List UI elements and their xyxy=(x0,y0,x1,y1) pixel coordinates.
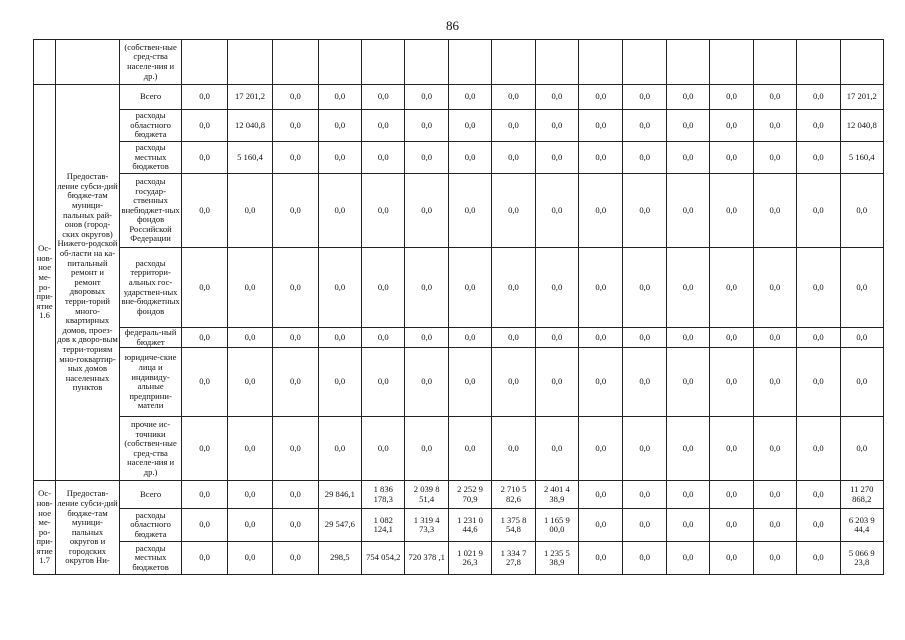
value-cell: 0,0 xyxy=(492,248,535,328)
value-cell: 0,0 xyxy=(362,328,405,348)
value-cell: 0,0 xyxy=(362,85,405,110)
value-cell: 0,0 xyxy=(579,417,623,481)
value-cell: 0,0 xyxy=(840,174,883,248)
source-cell: расходы местных бюджетов xyxy=(119,142,182,174)
table-row xyxy=(34,248,884,328)
value-cell: 0,0 xyxy=(182,248,227,328)
value-cell xyxy=(623,40,666,85)
value-cell: 0,0 xyxy=(227,348,272,417)
value-cell: 0,0 xyxy=(840,348,883,417)
value-cell: 0,0 xyxy=(623,348,666,417)
value-cell: 0,0 xyxy=(535,348,578,417)
value-cell: 0,0 xyxy=(535,174,578,248)
value-cell: 0,0 xyxy=(579,248,623,328)
table-row xyxy=(34,481,884,509)
value-cell: 12 040,8 xyxy=(840,110,883,142)
value-cell: 0,0 xyxy=(227,248,272,328)
value-cell: 0,0 xyxy=(492,142,535,174)
value-cell xyxy=(797,40,840,85)
value-cell: 0,0 xyxy=(273,481,318,509)
value-cell: 0,0 xyxy=(273,542,318,575)
value-cell: 0,0 xyxy=(318,85,361,110)
value-cell: 0,0 xyxy=(182,174,227,248)
value-cell: 0,0 xyxy=(492,85,535,110)
value-cell: 0,0 xyxy=(579,509,623,542)
value-cell: 0,0 xyxy=(405,328,448,348)
value-cell: 0,0 xyxy=(753,85,796,110)
value-cell: 0,0 xyxy=(362,348,405,417)
value-cell: 0,0 xyxy=(318,142,361,174)
value-cell: 0,0 xyxy=(579,174,623,248)
value-cell: 0,0 xyxy=(579,142,623,174)
value-cell: 0,0 xyxy=(448,417,491,481)
description-cell: Предостав-ление субси-дий бюдже-там муници-пальных рай-онов (город-ских округов) Нижего-родской об-ласти на ка-питальный ремонт и ремонт дворовых терри-торий много-квартирных домов, проез-дов к дворо-вым терри-ториям мно-гоквартир-ных домов населенных пунктов xyxy=(56,85,120,481)
value-cell: 0,0 xyxy=(182,481,227,509)
value-cell: 298,5 xyxy=(318,542,361,575)
value-cell xyxy=(579,40,623,85)
value-cell: 0,0 xyxy=(448,142,491,174)
source-cell: расходы государ-ственных внебюджет-ных фондов Российской Федерации xyxy=(119,174,182,248)
value-cell: 0,0 xyxy=(797,509,840,542)
table-row xyxy=(34,142,884,174)
table-row xyxy=(34,40,884,85)
source-cell: расходы областного бюджета xyxy=(119,110,182,142)
value-cell: 0,0 xyxy=(753,142,796,174)
activity-cell xyxy=(34,40,56,85)
value-cell: 12 040,8 xyxy=(227,110,272,142)
value-cell: 0,0 xyxy=(797,142,840,174)
value-cell: 0,0 xyxy=(623,481,666,509)
activity-cell: Ос-нов-ное ме-ро-при-ятие 1.7 xyxy=(34,481,56,575)
value-cell: 17 201,2 xyxy=(840,85,883,110)
table-row xyxy=(34,417,884,481)
value-cell xyxy=(492,40,535,85)
value-cell: 0,0 xyxy=(710,348,753,417)
value-cell: 0,0 xyxy=(227,174,272,248)
value-cell: 0,0 xyxy=(666,542,709,575)
value-cell: 0,0 xyxy=(362,110,405,142)
value-cell: 1 334 7 27,8 xyxy=(492,542,535,575)
value-cell: 0,0 xyxy=(797,174,840,248)
description-cell: Предостав-ление субси-дий бюдже-там муници-пальных округов и городских округов Ни- xyxy=(56,481,120,575)
value-cell: 0,0 xyxy=(318,110,361,142)
value-cell: 0,0 xyxy=(492,417,535,481)
value-cell: 754 054,2 xyxy=(362,542,405,575)
value-cell: 6 203 9 44,4 xyxy=(840,509,883,542)
value-cell: 0,0 xyxy=(623,110,666,142)
value-cell: 0,0 xyxy=(753,248,796,328)
value-cell: 0,0 xyxy=(227,417,272,481)
value-cell: 0,0 xyxy=(535,417,578,481)
value-cell: 0,0 xyxy=(492,174,535,248)
value-cell: 0,0 xyxy=(797,481,840,509)
value-cell: 0,0 xyxy=(405,110,448,142)
value-cell: 0,0 xyxy=(623,174,666,248)
value-cell: 2 710 5 82,6 xyxy=(492,481,535,509)
value-cell: 0,0 xyxy=(182,85,227,110)
value-cell: 0,0 xyxy=(405,417,448,481)
value-cell: 0,0 xyxy=(273,509,318,542)
source-cell: расходы территори-альных гос-ударствен-ных вне-бюджетных фондов xyxy=(119,248,182,328)
value-cell: 0,0 xyxy=(579,542,623,575)
value-cell: 0,0 xyxy=(666,328,709,348)
value-cell: 0,0 xyxy=(535,142,578,174)
value-cell: 0,0 xyxy=(182,509,227,542)
table-row xyxy=(34,174,884,248)
value-cell: 1 165 9 00,0 xyxy=(535,509,578,542)
value-cell: 0,0 xyxy=(273,417,318,481)
value-cell xyxy=(448,40,491,85)
value-cell: 0,0 xyxy=(448,110,491,142)
page-number: 86 xyxy=(446,18,459,33)
value-cell: 0,0 xyxy=(182,542,227,575)
table-row xyxy=(34,348,884,417)
value-cell: 0,0 xyxy=(840,417,883,481)
value-cell: 0,0 xyxy=(492,348,535,417)
value-cell xyxy=(227,40,272,85)
value-cell: 0,0 xyxy=(579,481,623,509)
value-cell xyxy=(405,40,448,85)
value-cell: 0,0 xyxy=(797,248,840,328)
value-cell: 0,0 xyxy=(797,348,840,417)
value-cell: 0,0 xyxy=(535,85,578,110)
value-cell: 1 836 178,3 xyxy=(362,481,405,509)
value-cell: 0,0 xyxy=(362,248,405,328)
table-row xyxy=(34,85,884,110)
value-cell: 2 039 8 51,4 xyxy=(405,481,448,509)
value-cell xyxy=(362,40,405,85)
value-cell: 0,0 xyxy=(623,85,666,110)
value-cell: 0,0 xyxy=(448,348,491,417)
value-cell: 0,0 xyxy=(182,110,227,142)
value-cell: 0,0 xyxy=(710,417,753,481)
value-cell: 0,0 xyxy=(405,85,448,110)
value-cell: 0,0 xyxy=(797,110,840,142)
value-cell: 0,0 xyxy=(273,328,318,348)
value-cell: 0,0 xyxy=(362,417,405,481)
table-row xyxy=(34,542,884,575)
value-cell: 0,0 xyxy=(448,248,491,328)
value-cell: 0,0 xyxy=(405,174,448,248)
value-cell: 0,0 xyxy=(405,248,448,328)
value-cell: 0,0 xyxy=(623,248,666,328)
value-cell: 0,0 xyxy=(710,481,753,509)
source-cell: федераль-ный бюджет xyxy=(119,328,182,348)
value-cell xyxy=(666,40,709,85)
value-cell: 0,0 xyxy=(318,417,361,481)
value-cell: 0,0 xyxy=(273,174,318,248)
value-cell: 0,0 xyxy=(623,417,666,481)
value-cell: 0,0 xyxy=(405,348,448,417)
value-cell: 0,0 xyxy=(753,509,796,542)
value-cell: 0,0 xyxy=(535,110,578,142)
value-cell: 0,0 xyxy=(797,328,840,348)
value-cell: 0,0 xyxy=(710,174,753,248)
value-cell: 0,0 xyxy=(710,328,753,348)
value-cell: 1 235 5 38,9 xyxy=(535,542,578,575)
value-cell: 0,0 xyxy=(666,509,709,542)
value-cell: 0,0 xyxy=(753,174,796,248)
value-cell: 0,0 xyxy=(666,417,709,481)
value-cell: 0,0 xyxy=(318,328,361,348)
value-cell: 0,0 xyxy=(666,142,709,174)
value-cell: 0,0 xyxy=(579,328,623,348)
value-cell: 0,0 xyxy=(318,348,361,417)
value-cell: 0,0 xyxy=(318,248,361,328)
value-cell xyxy=(318,40,361,85)
value-cell: 0,0 xyxy=(535,248,578,328)
value-cell: 0,0 xyxy=(623,542,666,575)
value-cell: 0,0 xyxy=(666,174,709,248)
value-cell: 0,0 xyxy=(579,110,623,142)
value-cell: 0,0 xyxy=(273,248,318,328)
value-cell: 0,0 xyxy=(318,174,361,248)
source-cell: прочие ис-точники (собствен-ные сред-ства населе-ния и др.) xyxy=(119,417,182,481)
value-cell: 0,0 xyxy=(710,110,753,142)
value-cell: 0,0 xyxy=(227,481,272,509)
value-cell: 0,0 xyxy=(448,328,491,348)
value-cell: 0,0 xyxy=(182,417,227,481)
value-cell: 5 160,4 xyxy=(227,142,272,174)
table-row xyxy=(34,110,884,142)
source-cell: Всего xyxy=(119,481,182,509)
value-cell xyxy=(710,40,753,85)
source-cell: (собствен-ные сред-ства населе-ния и др.) xyxy=(119,40,182,85)
value-cell: 2 252 9 70,9 xyxy=(448,481,491,509)
source-cell: расходы местных бюджетов xyxy=(119,542,182,575)
value-cell: 29 547,6 xyxy=(318,509,361,542)
value-cell: 0,0 xyxy=(492,328,535,348)
value-cell: 0,0 xyxy=(666,85,709,110)
value-cell: 11 270 868,2 xyxy=(840,481,883,509)
value-cell: 0,0 xyxy=(797,542,840,575)
value-cell: 0,0 xyxy=(710,542,753,575)
value-cell: 1 021 9 26,3 xyxy=(448,542,491,575)
value-cell: 0,0 xyxy=(623,328,666,348)
table-row xyxy=(34,509,884,542)
value-cell: 0,0 xyxy=(797,85,840,110)
value-cell: 0,0 xyxy=(492,110,535,142)
value-cell: 0,0 xyxy=(753,348,796,417)
value-cell: 0,0 xyxy=(273,142,318,174)
source-cell: расходы областного бюджета xyxy=(119,509,182,542)
value-cell: 0,0 xyxy=(227,328,272,348)
value-cell: 0,0 xyxy=(579,348,623,417)
value-cell: 0,0 xyxy=(623,509,666,542)
table-row xyxy=(34,328,884,348)
value-cell: 0,0 xyxy=(227,509,272,542)
value-cell: 0,0 xyxy=(273,348,318,417)
value-cell: 29 846,1 xyxy=(318,481,361,509)
value-cell: 1 231 0 44,6 xyxy=(448,509,491,542)
value-cell: 0,0 xyxy=(362,142,405,174)
value-cell: 0,0 xyxy=(753,417,796,481)
value-cell: 0,0 xyxy=(753,110,796,142)
value-cell: 0,0 xyxy=(535,328,578,348)
value-cell: 0,0 xyxy=(710,142,753,174)
value-cell: 1 319 4 73,3 xyxy=(405,509,448,542)
value-cell: 2 401 4 38,9 xyxy=(535,481,578,509)
value-cell xyxy=(753,40,796,85)
value-cell: 0,0 xyxy=(666,481,709,509)
value-cell: 0,0 xyxy=(666,110,709,142)
value-cell: 1 082 124,1 xyxy=(362,509,405,542)
value-cell: 0,0 xyxy=(362,174,405,248)
value-cell: 0,0 xyxy=(405,142,448,174)
value-cell: 17 201,2 xyxy=(227,85,272,110)
value-cell: 0,0 xyxy=(273,110,318,142)
value-cell: 0,0 xyxy=(753,481,796,509)
value-cell: 0,0 xyxy=(448,174,491,248)
activity-cell: Ос-нов-ное ме-ро-при-ятие 1.6 xyxy=(34,85,56,481)
value-cell: 0,0 xyxy=(182,142,227,174)
value-cell: 0,0 xyxy=(666,348,709,417)
value-cell: 0,0 xyxy=(710,85,753,110)
value-cell xyxy=(182,40,227,85)
value-cell xyxy=(535,40,578,85)
value-cell: 0,0 xyxy=(273,85,318,110)
value-cell: 1 375 8 54,8 xyxy=(492,509,535,542)
value-cell: 0,0 xyxy=(840,248,883,328)
value-cell xyxy=(273,40,318,85)
value-cell: 0,0 xyxy=(182,328,227,348)
source-cell: юридиче-ские лица и индивиду-альные предприни-матели xyxy=(119,348,182,417)
value-cell: 0,0 xyxy=(227,542,272,575)
value-cell: 0,0 xyxy=(840,328,883,348)
source-cell: Всего xyxy=(119,85,182,110)
value-cell: 0,0 xyxy=(182,348,227,417)
value-cell: 0,0 xyxy=(753,328,796,348)
value-cell: 0,0 xyxy=(753,542,796,575)
value-cell: 0,0 xyxy=(710,509,753,542)
table-body xyxy=(34,40,884,575)
value-cell: 0,0 xyxy=(579,85,623,110)
value-cell: 0,0 xyxy=(797,417,840,481)
budget-table xyxy=(33,39,884,575)
value-cell: 5 066 9 23,8 xyxy=(840,542,883,575)
value-cell: 720 378 ,1 xyxy=(405,542,448,575)
value-cell: 0,0 xyxy=(448,85,491,110)
value-cell: 0,0 xyxy=(623,142,666,174)
value-cell: 0,0 xyxy=(710,248,753,328)
value-cell: 0,0 xyxy=(666,248,709,328)
value-cell: 5 160,4 xyxy=(840,142,883,174)
description-cell xyxy=(56,40,120,85)
value-cell xyxy=(840,40,883,85)
